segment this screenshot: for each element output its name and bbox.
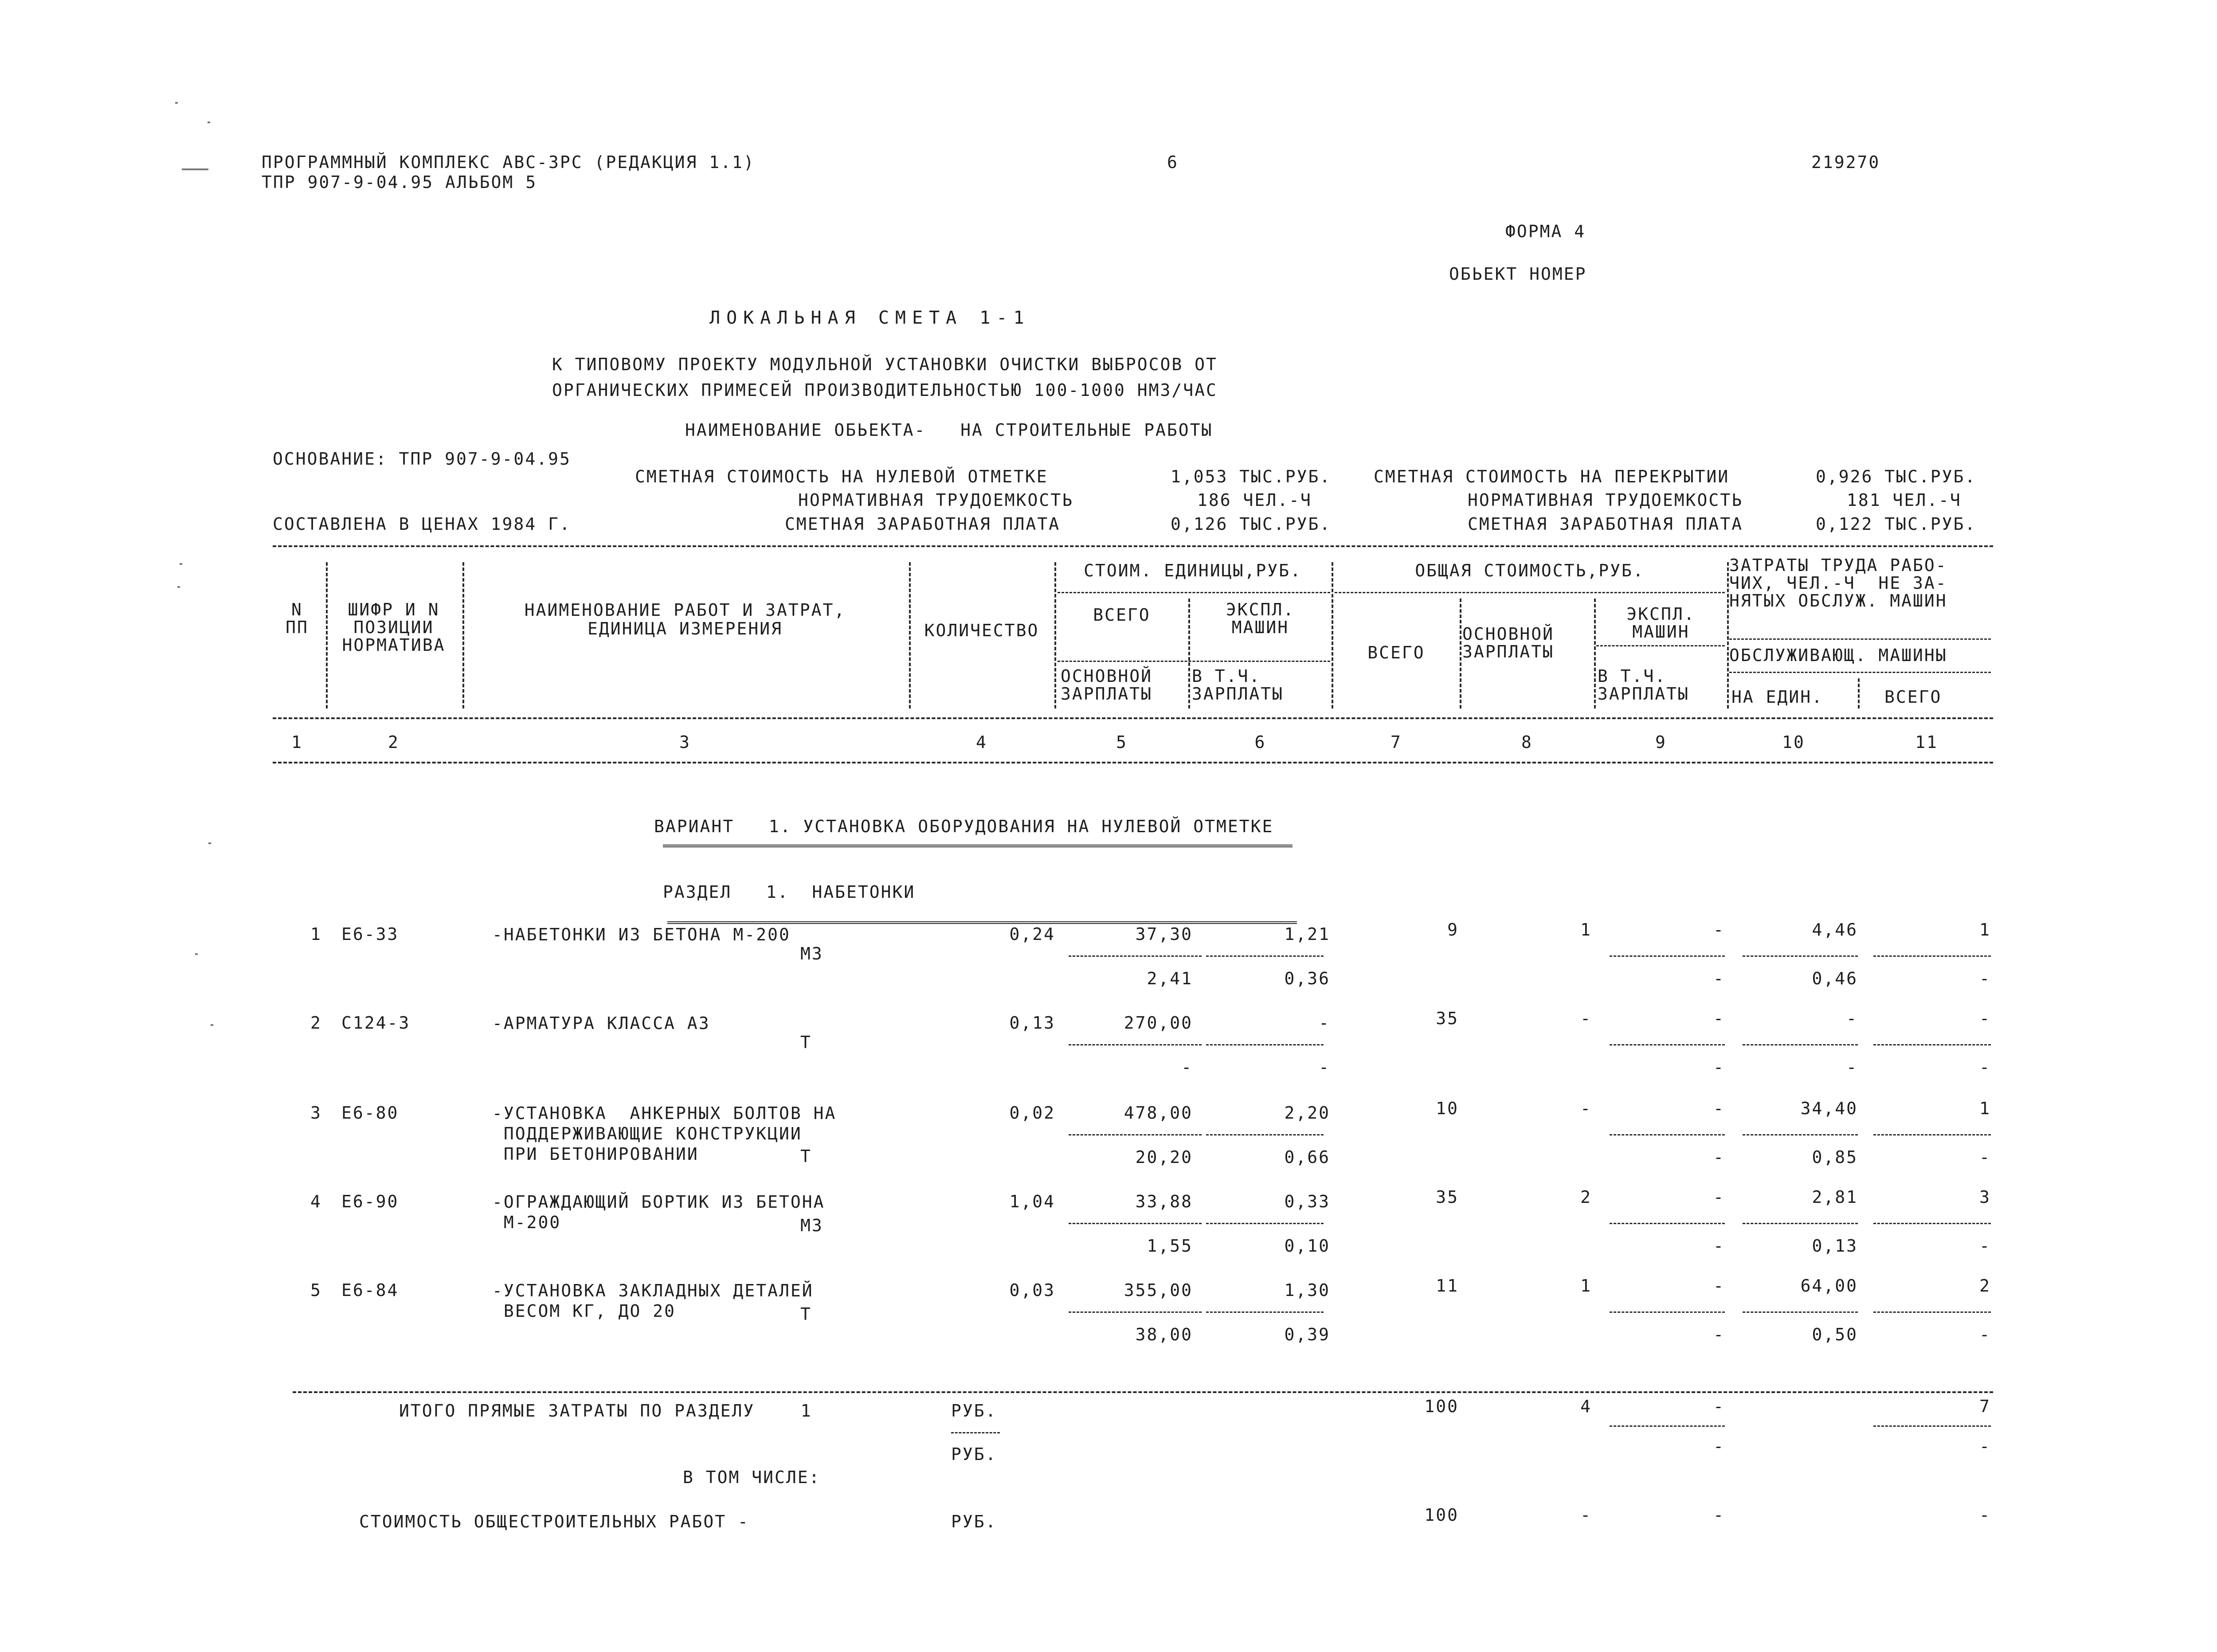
row-labor-subrule bbox=[1873, 1044, 1991, 1045]
row-labor-unit: 34,40 bbox=[1800, 1099, 1858, 1118]
labor-unit-header: НА ЕДИН. bbox=[1731, 687, 1824, 707]
row-unit-machines: 1,30 bbox=[1284, 1280, 1330, 1300]
row-quantity: 0,02 bbox=[1009, 1103, 1055, 1123]
totals-unit: РУБ. bbox=[951, 1401, 997, 1421]
row-total-wages: - bbox=[1580, 1009, 1592, 1028]
labor-header: ЗАТРАТЫ ТРУДА РАБО- ЧИХ, ЧЕЛ.-Ч НЕ ЗА- НЯТЫХ ОБСЛУЖ. МАШИН bbox=[1729, 556, 1947, 611]
total-cost-subrule bbox=[1335, 592, 1725, 593]
row-name: -АРМАТУРА КЛАССА А3 bbox=[492, 1014, 710, 1033]
column-number: 8 bbox=[1521, 732, 1533, 752]
row-unit-wages: 1,55 bbox=[1147, 1236, 1193, 1256]
row-unit-subrule bbox=[1069, 1223, 1202, 1224]
header-divider bbox=[1727, 562, 1729, 709]
row-total-subrule bbox=[1610, 1311, 1725, 1313]
labor-service-header: ОБСЛУЖИВАЮЩ. МАШИНЫ bbox=[1729, 646, 1947, 665]
row-total-subrule bbox=[1610, 1134, 1725, 1135]
total-cost-total-header: ВСЕГО bbox=[1367, 643, 1425, 662]
album-reference: ТПР 907-9-04.95 АЛЬБОМ 5 bbox=[262, 172, 537, 192]
row-unit-machines: 0,33 bbox=[1284, 1192, 1330, 1211]
row-total-incl: - bbox=[1713, 1147, 1725, 1167]
row-labor-subrule bbox=[1743, 1223, 1858, 1224]
project-description-line2: ОРГАНИЧЕСКИХ ПРИМЕСЕЙ ПРОИЗВОДИТЕЛЬНОСТЬЮ 100-1000 НМ3/ЧАС bbox=[552, 380, 1218, 400]
general-works-machines: - bbox=[1713, 1505, 1725, 1525]
row-unit-total: 270,00 bbox=[1124, 1013, 1193, 1033]
floor-labor-label: НОРМАТИВНАЯ ТРУДОЕМКОСТЬ bbox=[1468, 490, 1743, 510]
totals-top-rule bbox=[293, 1391, 1993, 1393]
row-service-total: - bbox=[1979, 1147, 1991, 1167]
totals-unit-rule bbox=[951, 1432, 1000, 1433]
row-total-wages: 2 bbox=[1580, 1187, 1592, 1207]
general-works-total: 100 bbox=[1424, 1505, 1459, 1525]
row-total-machines: - bbox=[1713, 1187, 1725, 1207]
row-unit-incl: 0,66 bbox=[1284, 1147, 1330, 1167]
row-labor-total: 1 bbox=[1979, 1099, 1991, 1118]
row-service-unit: 0,46 bbox=[1812, 969, 1858, 988]
variant-title: ВАРИАНТ 1. УСТАНОВКА ОБОРУДОВАНИЯ НА НУЛЕВОЙ ОТМЕТКЕ bbox=[654, 817, 1274, 836]
column-number: 9 bbox=[1655, 732, 1667, 752]
row-code: Е6-84 bbox=[341, 1280, 399, 1300]
row-labor-unit: 2,81 bbox=[1812, 1187, 1858, 1207]
row-total-machines: - bbox=[1713, 1099, 1725, 1118]
row-service-total: - bbox=[1979, 1057, 1991, 1077]
row-total-machines: - bbox=[1713, 920, 1725, 940]
row-labor-total: 3 bbox=[1979, 1187, 1991, 1207]
section-underline bbox=[667, 921, 1297, 924]
section-title: РАЗДЕЛ 1. НАБЕТОНКИ bbox=[663, 882, 916, 902]
total-cost-incl-header: В Т.Ч. ЗАРПЛАТЫ bbox=[1598, 666, 1690, 704]
floor-cost-value: 0,926 ТЫС.РУБ. bbox=[1816, 467, 1977, 486]
document-number: 219270 bbox=[1811, 153, 1880, 172]
object-name: НАИМЕНОВАНИЕ ОБЬЕКТА- НА СТРОИТЕЛЬНЫЕ РАБОТЫ bbox=[685, 420, 1213, 440]
row-quantity: 1,04 bbox=[1009, 1192, 1055, 1211]
unit-cost-header: СТОИМ. ЕДИНИЦЫ,РУБ. bbox=[1084, 561, 1302, 580]
floor-wages-label: СМЕТНАЯ ЗАРАБОТНАЯ ПЛАТА bbox=[1468, 514, 1743, 534]
row-labor-subrule bbox=[1743, 955, 1858, 957]
scan-speck bbox=[208, 842, 211, 844]
totals-wages: 4 bbox=[1580, 1397, 1592, 1416]
row-service-unit: - bbox=[1846, 1057, 1858, 1077]
row-total: 35 bbox=[1436, 1009, 1459, 1028]
row-labor-subrule bbox=[1873, 1311, 1991, 1313]
row-unit-wages: 20,20 bbox=[1135, 1147, 1193, 1167]
row-service-total: - bbox=[1979, 1325, 1991, 1344]
labor-midrule bbox=[1729, 672, 1991, 673]
row-labor-unit: - bbox=[1846, 1009, 1858, 1028]
row-service-unit: 0,50 bbox=[1812, 1325, 1858, 1344]
basis-label: ОСНОВАНИЕ: ТПР 907-9-04.95 bbox=[273, 449, 571, 469]
row-unit-subrule bbox=[1069, 1134, 1202, 1135]
floor-labor-value: 181 ЧЕЛ.-Ч bbox=[1847, 490, 1962, 510]
row-unit-total: 355,00 bbox=[1124, 1280, 1193, 1300]
zero-level-cost-label: СМЕТНАЯ СТОИМОСТЬ НА НУЛЕВОЙ ОТМЕТКЕ bbox=[635, 467, 1048, 486]
row-quantity: 0,03 bbox=[1009, 1280, 1055, 1300]
row-unit-wages: 2,41 bbox=[1147, 969, 1193, 988]
row-unit-subrule bbox=[1069, 1044, 1202, 1045]
column-numbers-rule bbox=[273, 762, 1993, 763]
row-unit-machines: 2,20 bbox=[1284, 1103, 1330, 1123]
row-name: -УСТАНОВКА АНКЕРНЫХ БОЛТОВ НА ПОДДЕРЖИВАЮЩИЕ КОНСТРУКЦИИ ПРИ БЕТОНИРОВАНИИ bbox=[492, 1104, 837, 1164]
variant-underline bbox=[663, 845, 1293, 847]
form-label: ФОРМА 4 bbox=[1505, 222, 1586, 241]
scan-speck bbox=[195, 953, 198, 955]
row-unit-subrule bbox=[1069, 955, 1202, 957]
row-number: 5 bbox=[310, 1280, 322, 1300]
row-unit-total: 37,30 bbox=[1135, 924, 1193, 944]
row-code: Е6-90 bbox=[341, 1192, 399, 1211]
row-labor-total: - bbox=[1979, 1009, 1991, 1028]
col-number-header: N ПП bbox=[286, 600, 309, 637]
totals-unit-alt: РУБ. bbox=[951, 1445, 997, 1464]
zero-level-cost-value: 1,053 ТЫС.РУБ. bbox=[1171, 467, 1332, 486]
row-total: 11 bbox=[1436, 1276, 1459, 1296]
column-number: 2 bbox=[388, 732, 400, 752]
row-code: С124-3 bbox=[341, 1013, 411, 1033]
project-description-line1: К ТИПОВОМУ ПРОЕКТУ МОДУЛЬНОЙ УСТАНОВКИ ОЧИСТКИ ВЫБРОСОВ ОТ bbox=[552, 355, 1218, 374]
row-code: Е6-80 bbox=[341, 1103, 399, 1123]
zero-level-labor-label: НОРМАТИВНАЯ ТРУДОЕМКОСТЬ bbox=[798, 490, 1074, 510]
row-name: -НАБЕТОНКИ ИЗ БЕТОНА М-200 bbox=[492, 925, 791, 944]
row-unit-total: 33,88 bbox=[1135, 1192, 1193, 1211]
totals-incl-machines: - bbox=[1713, 1437, 1725, 1456]
unit-cost-machines-header: ЭКСПЛ. МАШИН bbox=[1226, 600, 1295, 637]
row-unit-incl: 0,10 bbox=[1284, 1236, 1330, 1256]
column-number: 5 bbox=[1116, 732, 1128, 752]
header-divider bbox=[1188, 599, 1190, 709]
totals-incl-labor: - bbox=[1979, 1437, 1991, 1456]
row-unit-subrule bbox=[1206, 1311, 1324, 1313]
row-labor-subrule bbox=[1873, 955, 1991, 957]
program-title: ПРОГРАММНЫЙ КОМПЛЕКС АВС-3РС (РЕДАКЦИЯ 1.1) bbox=[262, 153, 755, 172]
row-total-subrule bbox=[1610, 955, 1725, 957]
row-service-unit: 0,85 bbox=[1812, 1147, 1858, 1167]
row-name: -УСТАНОВКА ЗАКЛАДНЫХ ДЕТАЛЕЙ ВЕСОМ КГ, ДО 20 bbox=[492, 1281, 814, 1321]
row-unit-subrule bbox=[1206, 955, 1324, 957]
column-number: 3 bbox=[679, 732, 691, 752]
row-unit: М3 bbox=[800, 944, 823, 963]
row-total-wages: 1 bbox=[1580, 920, 1592, 940]
zero-level-wages-value: 0,126 ТЫС.РУБ. bbox=[1171, 514, 1332, 534]
page-number: 6 bbox=[1167, 153, 1179, 172]
including-label: В ТОМ ЧИСЛЕ: bbox=[683, 1468, 821, 1487]
row-total-machines: - bbox=[1713, 1276, 1725, 1296]
header-divider bbox=[462, 562, 464, 709]
row-service-unit: 0,13 bbox=[1812, 1236, 1858, 1256]
row-unit: Т bbox=[800, 1147, 812, 1166]
row-labor-subrule bbox=[1743, 1134, 1858, 1135]
col-code-header: ШИФР И N ПОЗИЦИИ НОРМАТИВА bbox=[342, 600, 446, 655]
row-number: 1 bbox=[310, 924, 322, 944]
unit-cost-incl-header: В Т.Ч. ЗАРПЛАТЫ bbox=[1192, 666, 1284, 704]
row-total-subrule bbox=[1610, 1223, 1725, 1224]
row-unit-total: 478,00 bbox=[1124, 1103, 1193, 1123]
row-labor-subrule bbox=[1743, 1044, 1858, 1045]
row-number: 3 bbox=[310, 1103, 322, 1123]
row-labor-subrule bbox=[1743, 1311, 1858, 1313]
row-labor-subrule bbox=[1873, 1223, 1991, 1224]
row-unit: М3 bbox=[800, 1216, 823, 1235]
header-bottom-rule bbox=[273, 717, 1993, 719]
row-unit-incl: 0,36 bbox=[1284, 969, 1330, 988]
scan-speck bbox=[180, 563, 182, 565]
row-unit-subrule bbox=[1069, 1311, 1202, 1313]
row-number: 4 bbox=[310, 1192, 322, 1211]
row-total-incl: - bbox=[1713, 1325, 1725, 1344]
row-total-incl: - bbox=[1713, 1057, 1725, 1077]
row-unit-wages: 38,00 bbox=[1135, 1325, 1193, 1344]
general-works-wages: - bbox=[1580, 1505, 1592, 1525]
column-number: 11 bbox=[1915, 732, 1938, 752]
row-name: -ОГРАЖДАЮЩИЙ БОРТИК ИЗ БЕТОНА М-200 bbox=[492, 1192, 825, 1232]
row-quantity: 0,24 bbox=[1009, 924, 1055, 944]
scan-speck bbox=[177, 586, 180, 588]
row-labor-subrule bbox=[1873, 1134, 1991, 1135]
column-number: 10 bbox=[1782, 732, 1805, 752]
header-divider bbox=[1332, 562, 1333, 709]
machines-midrule bbox=[1596, 645, 1725, 646]
unit-cost-midrule bbox=[1058, 661, 1330, 662]
zero-level-labor-value: 186 ЧЕЛ.-Ч bbox=[1197, 490, 1312, 510]
row-unit-subrule bbox=[1206, 1044, 1324, 1045]
row-unit-machines: 1,21 bbox=[1284, 924, 1330, 944]
row-total-incl: - bbox=[1713, 969, 1725, 988]
labor-total-header: ВСЕГО bbox=[1884, 687, 1942, 707]
row-number: 2 bbox=[310, 1013, 322, 1033]
row-unit-subrule bbox=[1206, 1134, 1324, 1135]
row-total: 10 bbox=[1436, 1099, 1459, 1118]
row-unit-incl: - bbox=[1319, 1057, 1330, 1077]
object-number-label: ОБЬЕКТ НОМЕР bbox=[1449, 264, 1587, 284]
totals-machines-rule bbox=[1610, 1425, 1725, 1427]
unit-cost-subrule bbox=[1058, 592, 1330, 593]
zero-level-wages-label: СМЕТНАЯ ЗАРАБОТНАЯ ПЛАТА bbox=[785, 514, 1061, 534]
general-works-labor: - bbox=[1979, 1505, 1991, 1525]
estimate-title: ЛОКАЛЬНАЯ СМЕТА 1-1 bbox=[709, 308, 1030, 328]
totals-machines: - bbox=[1713, 1397, 1725, 1416]
header-divider bbox=[1858, 678, 1860, 709]
row-quantity: 0,13 bbox=[1009, 1013, 1055, 1033]
row-unit: Т bbox=[800, 1304, 812, 1324]
row-service-total: - bbox=[1979, 969, 1991, 988]
scan-speck bbox=[182, 168, 208, 170]
row-unit-subrule bbox=[1206, 1223, 1324, 1224]
total-cost-header: ОБЩАЯ СТОИМОСТЬ,РУБ. bbox=[1415, 561, 1645, 580]
total-cost-machines-header: ЭКСПЛ. МАШИН bbox=[1626, 604, 1696, 642]
general-works-label: СТОИМОСТЬ ОБЩЕСТРОИТЕЛЬНЫХ РАБОТ - bbox=[359, 1512, 749, 1531]
totals-labor: 7 bbox=[1979, 1397, 1991, 1416]
totals-labor-rule bbox=[1873, 1425, 1991, 1427]
col-quantity-header: КОЛИЧЕСТВО bbox=[924, 621, 1039, 640]
row-unit-machines: - bbox=[1319, 1013, 1330, 1033]
floor-cost-label: СМЕТНАЯ СТОИМОСТЬ НА ПЕРЕКРЫТИИ bbox=[1374, 467, 1730, 486]
row-total-machines: - bbox=[1713, 1009, 1725, 1028]
total-cost-wages-header: ОСНОВНОЙ ЗАРПЛАТЫ bbox=[1462, 624, 1555, 662]
row-total-wages: - bbox=[1580, 1099, 1592, 1118]
general-works-unit: РУБ. bbox=[951, 1512, 997, 1531]
column-number: 7 bbox=[1391, 732, 1402, 752]
header-divider bbox=[1594, 599, 1596, 709]
row-labor-total: 2 bbox=[1979, 1276, 1991, 1296]
prices-year-label: СОСТАВЛЕНА В ЦЕНАХ 1984 Г. bbox=[273, 514, 571, 534]
row-total: 9 bbox=[1447, 920, 1459, 940]
col-name-header: НАИМЕНОВАНИЕ РАБОТ И ЗАТРАТ, ЕДИНИЦА ИЗМЕРЕНИЯ bbox=[524, 600, 846, 638]
header-divider bbox=[1054, 562, 1056, 709]
row-total-subrule bbox=[1610, 1044, 1725, 1045]
labor-subrule bbox=[1729, 638, 1991, 640]
column-number: 6 bbox=[1254, 732, 1266, 752]
scan-speck bbox=[208, 121, 210, 123]
floor-wages-value: 0,122 ТЫС.РУБ. bbox=[1816, 514, 1977, 534]
scan-speck bbox=[211, 1024, 213, 1026]
unit-cost-wages-header: ОСНОВНОЙ ЗАРПЛАТЫ bbox=[1061, 666, 1153, 704]
row-labor-unit: 4,46 bbox=[1812, 920, 1858, 940]
row-code: Е6-33 bbox=[341, 924, 399, 944]
row-unit-incl: 0,39 bbox=[1284, 1325, 1330, 1344]
row-total-incl: - bbox=[1713, 1236, 1725, 1256]
row-service-total: - bbox=[1979, 1236, 1991, 1256]
row-unit-wages: - bbox=[1181, 1057, 1193, 1077]
header-divider bbox=[1460, 599, 1461, 709]
column-number: 4 bbox=[976, 732, 987, 752]
column-number: 1 bbox=[291, 732, 303, 752]
row-total-wages: 1 bbox=[1580, 1276, 1592, 1296]
totals-label: ИТОГО ПРЯМЫЕ ЗАТРАТЫ ПО РАЗДЕЛУ 1 bbox=[399, 1401, 812, 1421]
row-labor-total: 1 bbox=[1979, 920, 1991, 940]
unit-cost-total-header: ВСЕГО bbox=[1093, 605, 1151, 625]
totals-total: 100 bbox=[1424, 1397, 1459, 1416]
row-unit: Т bbox=[800, 1033, 812, 1052]
row-total: 35 bbox=[1436, 1187, 1459, 1207]
header-top-rule bbox=[273, 545, 1993, 547]
row-labor-unit: 64,00 bbox=[1800, 1276, 1858, 1296]
scan-speck bbox=[175, 102, 178, 104]
